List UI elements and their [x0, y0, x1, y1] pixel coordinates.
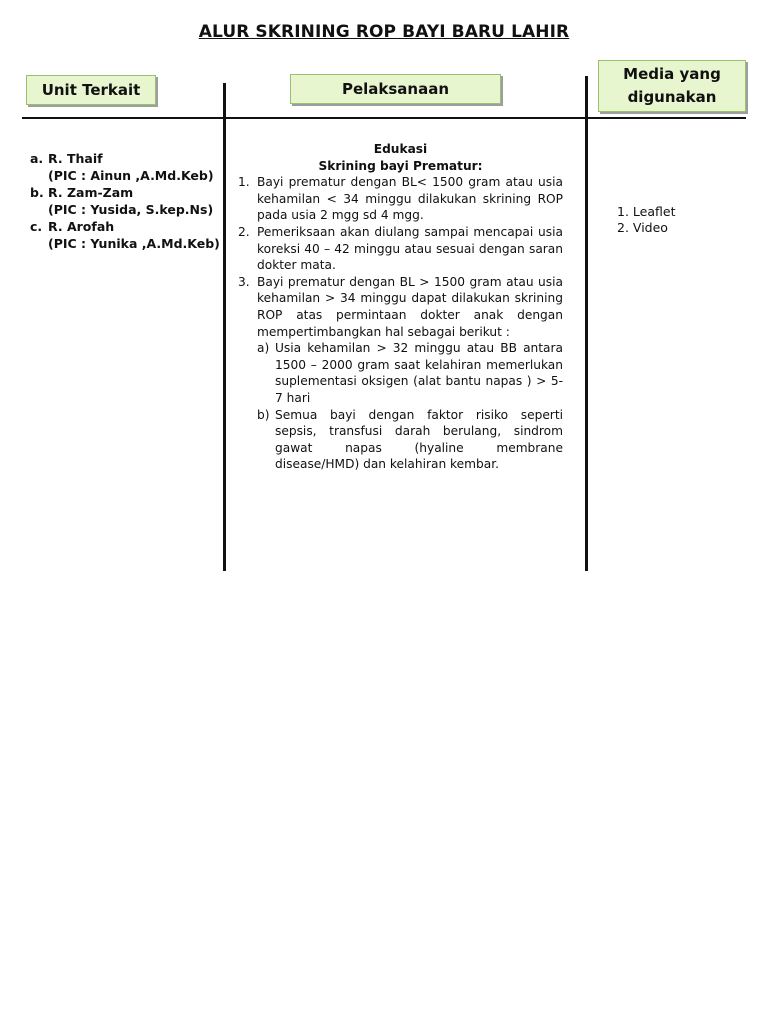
media-label: Video	[632, 219, 668, 235]
sub-item-text: Semua bayi dengan faktor risiko seperti sepsis, transfusi darah berulang, sindrom gawat napas (hyaline membrane disease/HMD) dan kelahiran kembar.	[275, 407, 563, 472]
media-label: Leaflet	[632, 204, 676, 219]
screening-list	[238, 174, 563, 473]
media-header	[598, 60, 746, 112]
sub-item-marker: a)	[257, 341, 270, 356]
unit-pic: (PIC : Yusida, S.kep.Ns)	[48, 202, 214, 217]
media-header-line1: Media yang	[623, 65, 721, 83]
sub-list-item	[257, 407, 563, 473]
item-text: Bayi prematur dengan BL< 1500 gram atau usia kehamilan < 34 minggu dilakukan skrining ROP pada usia 2 mgg sd 4 mgg.	[257, 175, 563, 223]
item-number: 1.	[238, 175, 250, 190]
unit-pic: (PIC : Yunika ,A.Md.Keb)	[48, 236, 220, 251]
item-body	[257, 274, 563, 473]
item-number: 2.	[238, 224, 250, 239]
sub-item-text: Usia kehamilan > 32 minggu atau BB antara 1500 – 2000 gram saat kelahiran memerlukan suplementasi oksigen (alat bantu napas ) > 5-7 hari	[275, 341, 563, 405]
media-list	[617, 204, 675, 235]
unit-marker: b.	[30, 185, 44, 200]
header-divider	[22, 117, 746, 119]
page-title: ALUR SKRINING ROP BAYI BARU LAHIR	[198, 22, 570, 42]
unit-item	[30, 150, 220, 184]
media-number: 2.	[617, 219, 629, 235]
media-header-line2: digunakan	[627, 88, 717, 106]
media-item	[617, 204, 675, 220]
unit-list	[30, 150, 220, 252]
column-divider-left	[223, 83, 226, 571]
sub-list-item	[257, 340, 563, 406]
section-subheading: Skrining bayi Prematur:	[318, 158, 483, 173]
unit-pic: (PIC : Ainun ,A.Md.Keb)	[48, 168, 214, 183]
sub-item-marker: b)	[257, 407, 270, 422]
pelaksanaan-header: Pelaksanaan	[290, 74, 501, 104]
item-text: Pemeriksaan akan diulang sampai mencapai usia koreksi 40 – 42 minggu atau sesuai dengan saran dokter mata.	[257, 224, 563, 273]
list-item	[238, 224, 563, 274]
sub-list	[257, 340, 563, 473]
unit-name: R. Arofah	[48, 219, 115, 234]
media-item	[617, 220, 675, 236]
list-item	[238, 174, 563, 224]
item-text: Bayi prematur dengan BL > 1500 gram atau usia kehamilan > 34 minggu dapat dilakukan skrining ROP atas permintaan dokter anak dengan mempertimbangkan hal sebagai berikut :	[257, 274, 563, 339]
unit-terkait-header: Unit Terkait	[26, 75, 156, 105]
section-heading: Edukasi	[373, 142, 428, 156]
media-number: 1.	[617, 204, 629, 219]
item-number: 3.	[238, 274, 250, 289]
column-divider-right	[585, 76, 588, 571]
unit-marker: a.	[30, 151, 44, 166]
unit-name: R. Thaif	[48, 151, 103, 166]
unit-item	[30, 218, 220, 252]
unit-name: R. Zam-Zam	[48, 185, 134, 200]
unit-item	[30, 184, 220, 218]
unit-marker: c.	[30, 219, 43, 234]
list-item	[238, 274, 563, 473]
pelaksanaan-content	[238, 141, 563, 473]
